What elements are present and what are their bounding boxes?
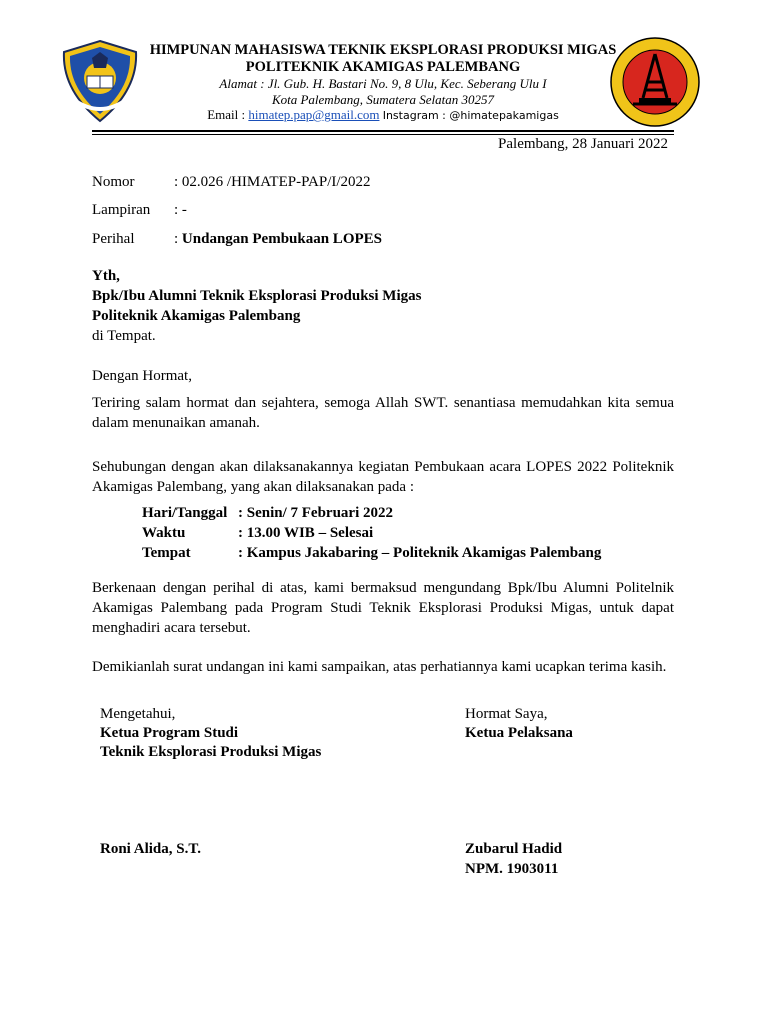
paragraph-2: Sehubungan dengan akan dilaksanakannya kegiatan Pembukaan acara LOPES 2022 Politeknik Akamigas Palembang, yang akan dilaksanakan pada : xyxy=(92,459,674,495)
meta-perihal xyxy=(92,229,382,249)
greeting: Dengan Hormat, xyxy=(92,368,192,384)
paragraph-4: Demikianlah surat undangan ini kami sampaikan, atas perhatiannya kami ucapkan terima kasih. xyxy=(92,659,667,675)
contact-line xyxy=(120,106,646,124)
sig-left-intro: Mengetahui, xyxy=(100,706,176,722)
email-label: Email : xyxy=(207,107,249,122)
meta-value: Undangan Pembukaan LOPES xyxy=(181,231,382,247)
institution-name: POLITEKNIK AKAMIGAS PALEMBANG xyxy=(245,59,521,75)
email-link[interactable]: himatep.pap@gmail.com xyxy=(248,107,380,122)
sig-right-intro: Hormat Saya, xyxy=(465,706,548,722)
sig-right-id: NPM. 1903011 xyxy=(465,861,559,877)
meta-value-prefix: : xyxy=(174,231,182,247)
event-value: : 13.00 WIB – Selesai xyxy=(238,525,374,541)
meta-lampiran xyxy=(92,200,187,220)
event-value: : Senin/ 7 Februari 2022 xyxy=(238,505,394,521)
meta-nomor xyxy=(92,172,371,192)
address-line-2: Kota Palembang, Sumatera Selatan 30257 xyxy=(271,92,495,107)
meta-label: Nomor xyxy=(92,174,135,190)
paragraph-3: Berkenaan dengan perihal di atas, kami bermaksud mengundang Bpk/Ibu Alumni Politelnik Akamigas Palembang pada Program Studi Teknik Eksplorasi Produksi Migas, untuk dapat menghadiri acara tersebut. xyxy=(92,580,674,636)
event-time xyxy=(142,523,373,543)
event-label: Waktu xyxy=(142,525,186,541)
instagram-handle: Instagram : @himatepakamigas xyxy=(382,109,559,122)
event-label: Tempat xyxy=(142,545,191,561)
sig-left-title-2: Teknik Eksplorasi Produksi Migas xyxy=(100,744,322,760)
recipient-line-2: Politeknik Akamigas Palembang xyxy=(92,308,301,324)
sig-right-title-1: Ketua Pelaksana xyxy=(465,725,573,741)
address-line-1: Alamat : Jl. Gub. H. Bastari No. 9, 8 Ulu, Kec. Seberang Ulu I xyxy=(219,76,547,91)
sig-right-name: Zubarul Hadid xyxy=(465,841,563,857)
sig-left-name: Roni Alida, S.T. xyxy=(100,841,202,857)
event-label: Hari/Tanggal xyxy=(142,505,228,521)
header-rule-thick xyxy=(92,130,674,132)
recipient-yth: Yth, xyxy=(92,268,120,284)
sig-left-title-1: Ketua Program Studi xyxy=(100,725,239,741)
event-date xyxy=(142,503,393,523)
meta-value: : - xyxy=(174,202,187,218)
meta-label: Lampiran xyxy=(92,202,151,218)
recipient-line-1: Bpk/Ibu Alumni Teknik Eksplorasi Produksi Migas xyxy=(92,288,422,304)
meta-label: Perihal xyxy=(92,231,135,247)
recipient-line-3: di Tempat. xyxy=(92,328,156,344)
date-line: Palembang, 28 Januari 2022 xyxy=(498,136,668,152)
event-place xyxy=(142,543,601,563)
event-value: : Kampus Jakabaring – Politeknik Akamigas Palembang xyxy=(238,545,602,561)
meta-value: : 02.026 /HIMATEP-PAP/I/2022 xyxy=(174,174,371,190)
org-name: HIMPUNAN MAHASISWA TEKNIK EKSPLORASI PRODUKSI MIGAS xyxy=(149,42,617,58)
paragraph-1: Teriring salam hormat dan sejahtera, semoga Allah SWT. senantiasa memudahkan kita semua dalam menunaikan amanah. xyxy=(92,395,674,431)
